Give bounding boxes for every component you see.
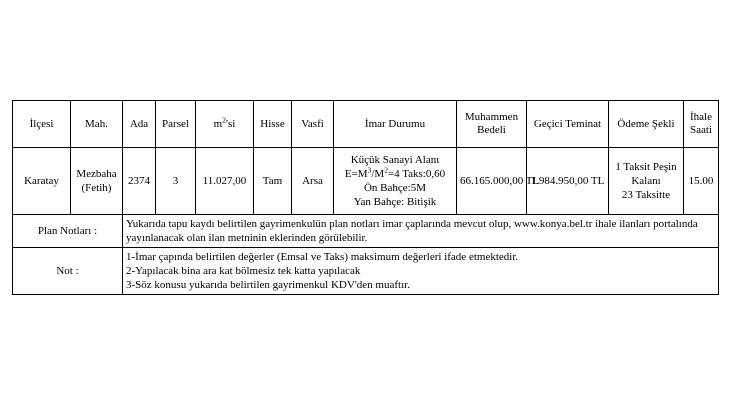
cell-parsel: 3 <box>156 148 196 215</box>
header-muhammen-line2: Bedeli <box>477 124 506 136</box>
imar-line-3: Ön Bahçe:5M <box>363 182 426 194</box>
header-metrekare-suffix: 'si <box>225 117 236 130</box>
header-muhammen-line1: Muhammen <box>464 110 519 123</box>
cell-metrekare: 11.027,00 <box>196 148 254 215</box>
cell-odeme-sekli <box>609 148 684 215</box>
header-vasfi: Vasfi <box>292 101 334 148</box>
plan-notes-content <box>123 215 719 248</box>
header-ihale-line2: Saati <box>690 124 712 136</box>
auction-table-container <box>12 100 718 295</box>
imar-line-2-a: E=M <box>344 167 368 180</box>
cell-mahalle-line2: (Fetih) <box>81 182 112 194</box>
header-muhammen-bedeli <box>457 101 527 148</box>
imar-line-2-sup2: 2 <box>384 165 388 175</box>
cell-muhammen-bedeli: 66.165.000,00 TL <box>457 148 527 215</box>
notes-content <box>123 248 719 295</box>
notes-row <box>13 248 719 295</box>
imar-line-2-b: /M <box>371 167 385 180</box>
cell-hisse: Tam <box>254 148 292 215</box>
plan-notes-line-1: Yukarıda tapu kaydı belirtilen gayrimenkulün plan notları imar çaplarında mevcut olup, www.konya.bel.tr ihale ilanları portalında <box>126 218 698 230</box>
odeme-line-1: 1 Taksit Peşin Kalanı <box>615 160 677 187</box>
header-ihale-line1: İhale <box>690 110 712 123</box>
imar-line-2-c: =4 Taks:0,60 <box>387 167 446 180</box>
plan-notes-line-2: yayınlanacak olan ilan metninin eklerinden görülebilir. <box>126 232 368 245</box>
cell-mahalle-line1: Mezbaha <box>76 167 117 180</box>
header-odeme-sekli: Ödeme Şekli <box>609 101 684 148</box>
note-item-3: 3-Söz konusu yukarıda belirtilen gayrimenkul KDV'den muaftır. <box>126 279 410 292</box>
plan-notes-label: Plan Notları : <box>13 215 123 248</box>
cell-ilcesi: Karatay <box>13 148 71 215</box>
header-imar-durumu: İmar Durumu <box>334 101 457 148</box>
cell-mahalle <box>71 148 123 215</box>
notes-label: Not : <box>13 248 123 295</box>
header-metrekare-prefix: m <box>213 117 223 130</box>
header-ihale-saati <box>684 101 719 148</box>
imar-line-2 <box>337 167 453 181</box>
imar-line-1: Küçük Sanayi Alanı <box>350 153 440 166</box>
note-item-1: 1-İmar çapında belirtilen değerler (Emsal ve Taks) maksimum değerleri ifade etmektedir. <box>126 251 519 264</box>
plan-notes-row <box>13 215 719 248</box>
header-parsel: Parsel <box>156 101 196 148</box>
odeme-line-2: 23 Taksitte <box>621 189 671 202</box>
cell-ada: 2374 <box>123 148 156 215</box>
header-metrekare-sup: 2 <box>222 115 226 125</box>
note-item-2: 2-Yapılacak bina ara kat bölmesiz tek katta yapılacak <box>126 265 361 278</box>
cell-imar-durumu <box>334 148 457 215</box>
imar-line-2-sup1: 3 <box>367 165 372 175</box>
header-mahalle: Mah. <box>71 101 123 148</box>
cell-ihale-saati: 15.00 <box>684 148 719 215</box>
imar-line-4: Yan Bahçe: Bitişik <box>353 196 437 209</box>
header-metrekare <box>196 101 254 148</box>
header-ilcesi: İlçesi <box>13 101 71 148</box>
auction-table <box>12 100 719 295</box>
header-hisse: Hisse <box>254 101 292 148</box>
header-ada: Ada <box>123 101 156 148</box>
cell-gecici-teminat: 1.984.950,00 TL <box>527 148 609 215</box>
cell-vasfi: Arsa <box>292 148 334 215</box>
table-header-row <box>13 101 719 148</box>
table-row <box>13 148 719 215</box>
header-gecici-teminat: Geçici Teminat <box>527 101 609 148</box>
